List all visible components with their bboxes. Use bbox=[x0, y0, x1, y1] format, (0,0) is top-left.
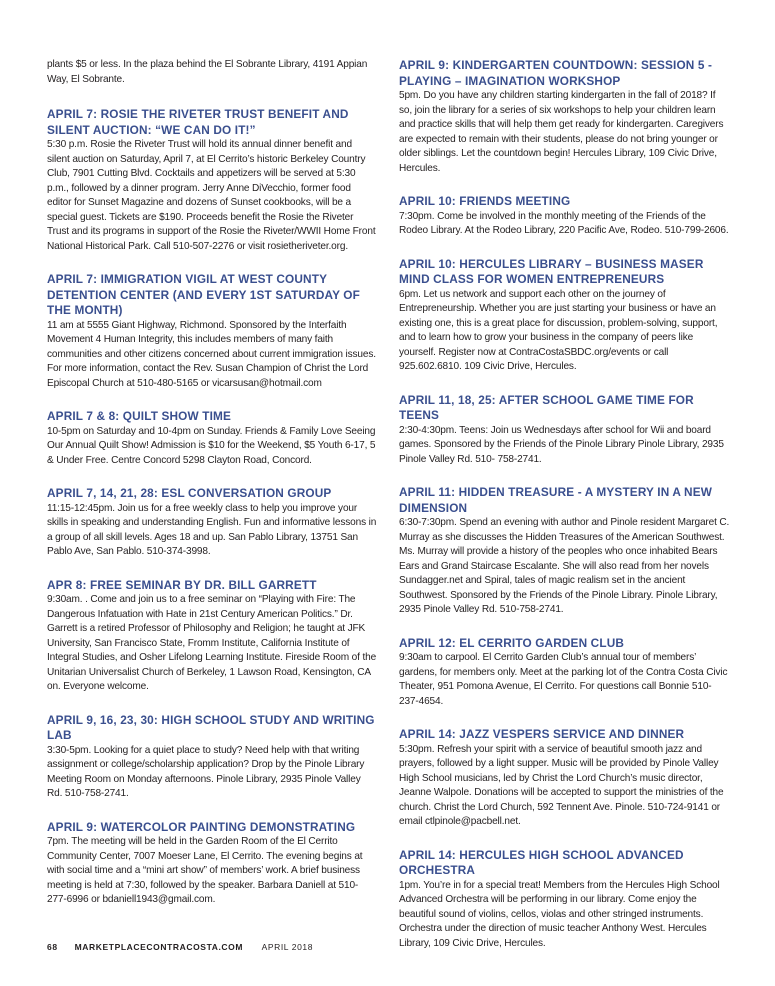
event-description: 5:30 p.m. Rosie the Riveter Trust will hold its annual dinner benefit and silent auction on Saturday, April 7, at El Cerrito’s historic Berkeley Country Club, 7901 Cutting Blvd. Cocktails and appetizers will be served at 5:30 p.m., followed by a dinner program. Jerry Anne DiVecchio, former food editor for Sunset Magazine and dozens of Sunset cookbooks, will be a special guest. Tickets are $190. Proceeds benefit the Rosie the Riveter Trust and its programs in support of the Rosie the Riveter/WWII Home Front National Historical Park. Call 510-507-2276 or visit rosietheriveter.org. bbox=[47, 139, 376, 252]
event-entry bbox=[399, 485, 731, 618]
event-title: APRIL 7 & 8: QUILT SHOW TIME bbox=[47, 409, 231, 423]
event-entry bbox=[399, 194, 731, 239]
event-entry bbox=[47, 107, 377, 254]
event-title: APRIL 10: FRIENDS MEETING bbox=[399, 194, 571, 208]
event-title: APRIL 7: IMMIGRATION VIGIL AT WEST COUNTY DETENTION CENTER (AND EVERY 1ST SATURDAY OF THE MONTH) bbox=[47, 272, 360, 317]
event-description: 7:30pm. Come be involved in the monthly meeting of the Friends of the Rodeo Library. At the Rodeo Library, 220 Pacific Ave, Rodeo. 510-799-2606. bbox=[399, 210, 729, 236]
event-title: APRIL 14: HERCULES HIGH SCHOOL ADVANCED ORCHESTRA bbox=[399, 847, 684, 877]
event-description: 1pm. You’re in for a special treat! Members from the Hercules High School Advanced Orchestra will be performing in our library. Come enjoy the beautiful sound of violins, cellos, violas and other stringed instruments. Orchestra under the direction of music teacher Anthony West. Hercules Library, 109 Civic Drive, Hercules. bbox=[399, 879, 720, 949]
event-entry bbox=[47, 409, 377, 468]
page-number: 68 bbox=[47, 942, 58, 952]
event-title: APRIL 7: ROSIE THE RIVETER TRUST BENEFIT AND SILENT AUCTION: “WE CAN DO IT!” bbox=[47, 107, 349, 137]
event-title: APRIL 9: WATERCOLOR PAINTING DEMONSTRATING bbox=[47, 819, 356, 834]
event-title: APRIL 14: JAZZ VESPERS SERVICE AND DINNER bbox=[399, 727, 685, 741]
issue-date: APRIL 2018 bbox=[261, 942, 314, 952]
page-footer bbox=[47, 942, 313, 952]
event-description: 9:30am. . Come and join us to a free seminar on “Playing with Fire: The Dangerous Infatuation with Hate in 21st Century American Politics.” Dr. Garrett is a retired Professor of Philosophy and Religion; he taught at JFK University, San Francisco State, Fromm Institute, California Institute of Integral Studies, and Osher Lifelong Learning Institute. Fireside Room of the Unitarian Universalist Church of Berkeley, 1 Lawson Road, Kensington, CA on. Everyone welcome. bbox=[47, 594, 377, 692]
event-description: 9:30am to carpool. El Cerrito Garden Club’s annual tour of members’ gardens, for members only. Meet at the parking lot of the Contra Costa Civic Theater, 951 Pomona Avenue, El Cerrito. For questions call Bonnie 510-237-4654. bbox=[399, 652, 728, 707]
event-entry bbox=[47, 713, 377, 802]
event-description: 3:30-5pm. Looking for a quiet place to study? Need help with that writing assignment or college/scholarship application? Drop by the Pinole Library Meeting Room on Monday afternoons. Pinole Library, 2935 Pinole Valley Rd. 510-758-2741. bbox=[47, 744, 365, 799]
event-entry bbox=[399, 636, 731, 710]
right-column bbox=[399, 58, 731, 969]
event-title: APRIL 9, 16, 23, 30: HIGH SCHOOL STUDY AND WRITING LAB bbox=[47, 712, 375, 742]
event-description: 11:15-12:45pm. Join us for a free weekly class to help you improve your skills in speaking and understanding English. Fun and informative lessons in a group of all skill levels. Ages 18 and up. San Pablo Library, 13751 San Pablo Ave, San Pablo. 510-374-3998. bbox=[47, 502, 377, 557]
event-entry bbox=[47, 578, 377, 695]
event-entry bbox=[47, 820, 377, 908]
event-description: 11 am at 5555 Giant Highway, Richmond. Sponsored by the Interfaith Movement 4 Human Integrity, this includes members of many faith communities and other citizens concerned about current immigration issues. For more information, contact the Rev. Susan Champion of Christ the Lord Episcopal Church at 510-480-5165 or vicarsusan@hotmail.com bbox=[47, 319, 376, 389]
event-entry bbox=[47, 486, 377, 560]
event-description: 6:30-7:30pm. Spend an evening with author and Pinole resident Margaret C. Murray as she discusses the Hidden Treasures of the American Southwest. Ms. Murray will provide a history of the peoples who once inhabited Bears Ears and Grand Staircase Escalante. She will also read from her novels Sundagger.net and Spiral, tales of magic realism set in the ancient Southwest. Sponsored by the Friends of the Pinole Library. Pinole Library, 2935 Pinole Valley Rd. 510-758-2741. bbox=[399, 517, 730, 615]
event-entry bbox=[399, 393, 731, 468]
event-title: APRIL 11, 18, 25: AFTER SCHOOL GAME TIME FOR TEENS bbox=[399, 392, 694, 422]
left-column bbox=[47, 58, 377, 926]
event-title: APRIL 7, 14, 21, 28: ESL CONVERSATION GROUP bbox=[47, 486, 332, 500]
event-description: 10-5pm on Saturday and 10-4pm on Sunday. Friends & Family Love Seeing Our Annual Quilt Show! Admission is $10 for the Weekend, $5 Youth 6-17, 5 & Under Free. Centre Concord 5298 Clayton Road, Concord. bbox=[47, 425, 376, 466]
event-description: 5:30pm. Refresh your spirit with a service of beautiful smooth jazz and prayers, followed by a light supper. Music will be provided by Pinole Valley High School musicians, led by Christ the Lord Church’s music director, Jeanne Walpole. Donations will be accepted to support the ministries of the church. Christ the Lord Church, 592 Tennent Ave. Pinole. 510-724-9141 or email ctlpinole@pacbell.net. bbox=[399, 743, 724, 827]
event-description: 5pm. Do you have any children starting kindergarten in the fall of 2018? If so, join the library for a series of six workshops to help your children learn and practice skills that will help them get ready for kindergarten. Caregivers are expected to remain with their students, please do not bring younger or older siblings. Let the countdown begin! Hercules Library, 109 Civic Drive, Hercules. bbox=[399, 90, 724, 174]
event-title: APRIL 9: KINDERGARTEN COUNTDOWN: SESSION 5 - PLAYING – IMAGINATION WORKSHOP bbox=[399, 58, 713, 88]
event-title: APRIL 12: EL CERRITO GARDEN CLUB bbox=[399, 635, 625, 650]
event-title: APRIL 11: HIDDEN TREASURE - A MYSTERY IN A NEW DIMENSION bbox=[399, 485, 712, 515]
event-entry bbox=[47, 272, 377, 391]
event-entry bbox=[399, 257, 731, 375]
event-description: 2:30-4:30pm. Teens: Join us Wednesdays after school for Wii and board games. Sponsored by the Friends of the Pinole Library Pinole Library, 2935 Pinole Valley Rd. 510- 758-2741. bbox=[399, 424, 724, 465]
event-entry bbox=[399, 727, 731, 830]
event-entry bbox=[399, 848, 731, 952]
event-description: 6pm. Let us network and support each other on the journey of Entrepreneurship. Whether you are just starting your business or have an existing one, this is a great place for discussion, problem-solving, support, and to learn how to grow your business in the company of peers like yourself. Register now at ContraCostaSBDC.org/events or call 925.602.6810. 109 Civic Drive, Hercules. bbox=[399, 288, 718, 372]
event-title: APRIL 10: HERCULES LIBRARY – BUSINESS MASER MIND CLASS FOR WOMEN ENTREPRENEURS bbox=[399, 256, 704, 286]
event-title: APR 8: FREE SEMINAR BY DR. BILL GARRETT bbox=[47, 577, 317, 592]
website-link[interactable]: MARKETPLACECONTRACOSTA.COM bbox=[74, 942, 244, 952]
continued-text: plants $5 or less. In the plaza behind the El Sobrante Library, 4191 Appian Way, El Sobrante. bbox=[47, 59, 368, 85]
event-entry bbox=[399, 58, 731, 176]
event-description: 7pm. The meeting will be held in the Garden Room of the El Cerrito Community Center, 7007 Moeser Lane, El Cerrito. The evening begins at with social time and a “mini art show” of members’ work. A brief business meeting is held at 7:30, followed by the speaker. Barbara Daniell at 510-277-6996 or bdaniell1943@gmail.com. bbox=[47, 836, 363, 905]
